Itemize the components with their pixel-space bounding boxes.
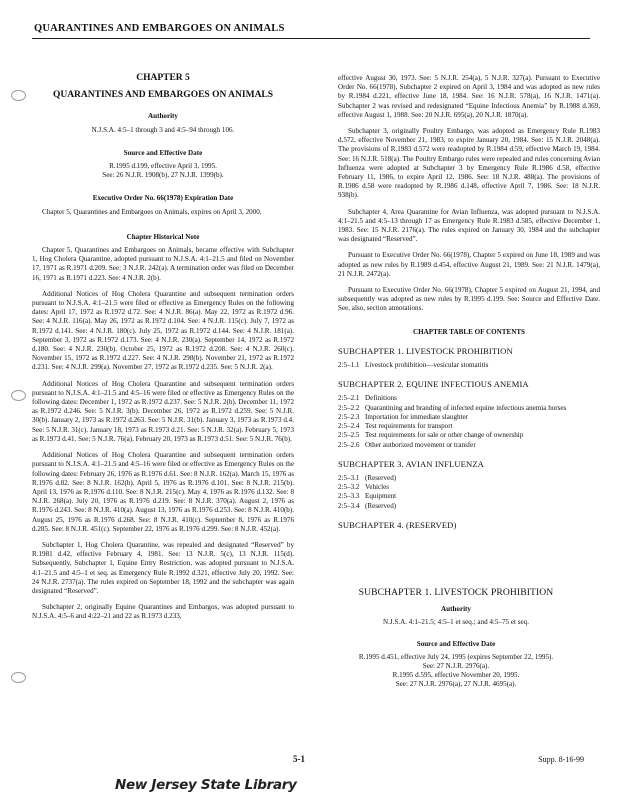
authority-text: N.J.S.A. 4:5–1 through 3 and 4:5–94 through 106. (91, 125, 235, 134)
toc-heading: CHAPTER TABLE OF CONTENTS (412, 327, 525, 336)
toc-item (338, 431, 600, 440)
toc-item-number: 2:5–1.1 (338, 361, 360, 370)
toc-item-title: Test requirements for transport (365, 422, 453, 431)
toc-item (338, 441, 600, 450)
source-line: See: 27 N.J.R. 2976(a). (422, 662, 490, 671)
history-paragraph: Subchapter 1, Hog Cholera Quarantine, was repealed and designated “Reserved” by R.1981 d.42, effective February 4, 1981. See: 13 N.J.R. 5(c), 13 N.J.R. 115(d). Subsequently, Subchapter 1, Equine Entry Restriction, was adopted pursuant to N.J.S.A. 4:1–21.5 and 4:5–1 et seq. as Emergency Rule R.1992 d.321, effective July 20, 1992. See: 24 N.J.R. 2737(a). The rules expired on September 18, 1992 and the subchapter was again designated “Reserved”. (32, 540, 294, 595)
toc-item-number: 2:5–3.1 (338, 473, 360, 482)
toc-subchapter-title: SUBCHAPTER 4. (RESERVED) (338, 519, 457, 530)
toc-item-title: Other authorized movement or transfer (365, 440, 476, 449)
running-head: QUARANTINES AND EMBARGOES ON ANIMALS (34, 23, 285, 34)
toc-item (338, 422, 600, 431)
toc-item (338, 394, 600, 403)
toc-item-number: 2:5–2.4 (338, 422, 360, 431)
punch-hole-mark (11, 390, 26, 401)
toc-item (338, 502, 600, 511)
toc-subchapter-title: SUBCHAPTER 3. AVIAN INFLUENZA (338, 458, 484, 469)
toc-item-number: 2:5–3.2 (338, 483, 360, 492)
source-line: R.1995 d.595, effective November 20, 1995. (392, 671, 520, 680)
library-stamp: New Jersey State Library (115, 777, 297, 793)
source-line: See: 27 N.J.R. 2976(a), 27 N.J.R. 4695(a). (395, 680, 517, 689)
toc-item-number: 2:5–2.3 (338, 412, 360, 421)
exec-order-text: Chapter 5, Quarantines and Embargoes on Animals, expires on April 3, 2000. (42, 207, 262, 216)
header-rule (32, 38, 590, 39)
toc-item-number: 2:5–2.2 (338, 403, 360, 412)
toc-item-number: 2:5–2.5 (338, 431, 360, 440)
history-heading: Chapter Historical Note (126, 232, 200, 241)
history-paragraph: effective August 30, 1973. See: 5 N.J.R. 254(a), 5 N.J.R. 327(a). Pursuant to Executive Order No. 66(1978), Subchapter 2 expired on April 3, 1984 and was adopted as new rules by R.1984 d.221, effective June 18, 1984. See: 16 N.J.R. 578(a), 16 N.J.R. 1471(a). Subchapter 2 was revised and redesignated “Equine Infectious Anemia” by R.1988 d.369, effective August 1, 1988. See: 20 N.J.R. 695(a), 20 N.J.R. 1870(a). (338, 74, 600, 119)
history-paragraph: Pursuant to Executive Order No. 66(1978), Chapter 5 expired on August 21, 1994, and subsequently was adopted as new rules by R.1995 d.199. See: Source and Effective Date. See, also, section annotations. (338, 286, 600, 313)
toc-item-number: 2:5–2.6 (338, 440, 360, 449)
history-paragraph: Subchapter 2, originally Equine Quarantines and Embargos, was adopted pursuant to N.J.S.A. 4:5–6 and 4:22–21 and 22 as R.1973 d.233, (32, 603, 294, 621)
source-heading: Source and Effective Date (416, 639, 496, 648)
toc-item-number: 2:5–2.1 (338, 394, 360, 403)
toc-item-title: Equipment (365, 492, 397, 501)
history-paragraph: Chapter 5, Quarantines and Embargoes on Animals, became effective with Subchapter 1, Hog Cholera Quarantine, adopted pursuant to N.J.S.A. 4:1–21.5 and filed on November 17, 1971 as R.1971 d.209. See: 3 N.J.R. 242(a). A termination order was filed on December 16, 1971 as R.1971 d.223. See: 4 N.J.R. 2(b). (32, 246, 294, 282)
toc-item-title: Definitions (365, 394, 397, 403)
toc-subchapter-title: SUBCHAPTER 1. LIVESTOCK PROHIBITION (338, 345, 513, 356)
history-paragraph: Pursuant to Executive Order No. 66(1978), Chapter 5 expired on June 18, 1989 and was adopted as new rules by R.1989 d.454, effective August 21, 1989. See: 21 N.J.R. 1479(a), 21 N.J.R. 2472(a). (338, 251, 600, 278)
authority-heading: Authority (148, 112, 178, 121)
exec-order-heading: Executive Order No. 66(1978) Expiration Date (92, 194, 234, 203)
subchapter-title: SUBCHAPTER 1. LIVESTOCK PROHIBITION (358, 587, 554, 598)
toc-item-number: 2:5–3.4 (338, 501, 360, 510)
punch-hole-mark (11, 90, 26, 101)
source-heading: Source and Effective Date (123, 148, 203, 157)
right-column (338, 74, 600, 556)
left-column (32, 74, 294, 629)
punch-hole-mark (11, 672, 26, 683)
history-paragraph: Additional Notices of Hog Cholera Quarantine and subsequent termination orders pursuant to N.J.S.A. 4:1–21.5 and 4:5–16 were filed or effective as Emergency Rules on the following dates: February 26, 1976 as R.1976 d.61. See: 8 N.J.R. 162(a). March 15, 1976 as R.1976 d.82. See: 8 N.J.R. 162(b). April 5, 1976 as R.1976 d.101. See: 8 N.J.R. 215(b). April 13, 1976 as R.1976 d.110. See: 8 N.J.R. 215(c). May 4, 1976 as R.1976 d.132. See: 8 N.J.R. 268(a). July 20, 1976 as R.1976 d.219. See: 8 N.J.R. 370(a). August 2, 1976 as R.1976 d.243. See: 8 N.J.R. 410(a). August 13, 1976 as R.1976 d.253. See: 8 N.J.R. 410(b). August 25, 1976 as R.1976 d.268. See: 8 N.J.R. 410(c). September 8, 1976 as R.1976 d.285. See: 8 N.J.R. 451(c). September 22, 1976 as R.1976 d.299. See: 8 N.J.R. 452(a). (32, 451, 294, 533)
source-line: R.1995 d.199, effective April 3, 1995. (109, 162, 217, 171)
toc-item-title: Quarantining and branding of infected equine infectious anemia horses (365, 403, 567, 412)
toc-item-title: Livestock prohibition—vesicular stomatitis (365, 361, 489, 370)
authority-text: N.J.S.A. 4:1–21.5; 4:5–1 et seq.; and 4:5–75 et seq. (382, 618, 529, 627)
toc-item (338, 492, 600, 501)
subchapter-1-section (322, 588, 590, 690)
history-paragraph: Additional Notices of Hog Cholera Quarantine and subsequent termination orders pursuant to N.J.S.A. 4:1–21.5 and 4:5–16 were filed or effective as Emergency Rules on the following dates: December 1, 1972 as R.1972 d.237. See: 5 N.J.R. 2(b). December 11, 1972 as R.1972 d.246. See: 5 N.J.R. 3(b). December 26, 1972 as R.1972 d.259. See: 5 N.J.R. 30(b). January 2, 1973 as R.1972 d.263. See: 5 N.J.R. 31(b). January 3, 1973 as R.1973 d.4. See: 5 N.J.R. 31(c). January 18, 1973 as R.1973 d.21. See: 5 N.J.R. 32(a). February 5, 1973 as R.1973 d.41. See: 5 N.J.R. 76(a). February 20, 1973 as R.1973 d.51. See: 5 N.J.R. 76(b). (32, 379, 294, 443)
toc-item (338, 404, 600, 413)
toc-item (338, 483, 600, 492)
chapter-label: CHAPTER 5 (136, 73, 190, 83)
toc-item (338, 361, 600, 370)
toc-item-title: Vehicles (365, 483, 390, 492)
toc-item-number: 2:5–3.3 (338, 492, 360, 501)
toc-item (338, 474, 600, 483)
history-paragraph: Subchapter 4, Area Quarantine for Avian Influenza, was adopted pursuant to N.J.S.A. 4:1–21.5 and 4:5–13 through 17 as Emergency Rule R.1983 d.585, effective December 1, 1983. See: 15 N.J.R. 2176(a). The rules expired on January 30, 1984 and the subchapter was designated “Reserved”. (338, 207, 600, 244)
toc-item-title: Test requirements for sale or other change of ownership (365, 431, 524, 440)
page-number: 5-1 (293, 754, 305, 764)
toc-item-title: Importation for immediate slaughter (365, 412, 469, 421)
toc-item-title: (Reserved) (365, 501, 397, 510)
source-line: See: 26 N.J.R. 1908(b), 27 N.J.R. 1399(b). (102, 171, 224, 180)
history-paragraph: Additional Notices of Hog Cholera Quarantine and subsequent termination orders pursuant to N.J.S.A. 4:1–21.5 were filed or effective as Emergency Rules on the following dates: April 17, 1972 as R.1972 d.72. See: 4 N.J.R. 86(a). May 22, 1972 as R.1972 d.96. See: 4 N.J.R. 116(a). May 26, 1972 as R.1972 d.104. See: 4 N.J.R. 115(c). July 7, 1972 as R.1972 d.141. See: 4 N.J.R. 180(c). July 25, 1972 as R.1972 d.144. See: 4 N.J.R. 181(a). September 3, 1972 as R.1972 d.173. See: 4 N.J.R. 230(a). September 14, 1972 as R.1972 d.180. See: 4 N.J.R. 230(b). October 25, 1972 as R.1972 d.208. See: 4 N.J.R. 260(c). November 15, 1972 as R.1972 d.227. See: 4 N.J.R. 298(b). November 21, 1972 as R.1972 d.231. See: 4 N.J.R. 299(a). November 27, 1972 as R.1972 d.235. See: 5 N.J.R. 2(a). (32, 289, 294, 372)
supplement-date: Supp. 8-16-99 (538, 755, 584, 764)
authority-heading: Authority (441, 605, 471, 614)
source-line: R.1995 d.451, effective July 24, 1995 (expires September 22, 1995). (358, 652, 554, 661)
chapter-title: QUARANTINES AND EMBARGOES ON ANIMALS (52, 90, 274, 101)
toc-subchapter-title: SUBCHAPTER 2. EQUINE INFECTIOUS ANEMIA (338, 379, 529, 390)
history-paragraph: Subchapter 3, originally Poultry Embargo, was adopted as Emergency Rule R.1983 d.572, effective November 21, 1983, to expire January 20, 1984. See: 15 N.J.R. 2048(a). The provisions of R.1983 d.572 were readopted by R.1984 d.59, effective March 19, 1984. See: 16 N.J.R. 518(a). The Poultry Embargo rules were repealed and rules concerning Avian Influenza were adopted at Subchapter 3 by Emergency Rule R.1986 d.58, effective February 11, 1986, to expire April 12, 1986. See: 18 N.J.R. 488(a). The provisions of R.1986 d.58 were readopted by R.1986 d.148, effective April 7, 1986. See: 18 N.J.R. 938(b). (338, 127, 600, 200)
toc-item (338, 413, 600, 422)
toc-item-title: (Reserved) (365, 473, 397, 482)
